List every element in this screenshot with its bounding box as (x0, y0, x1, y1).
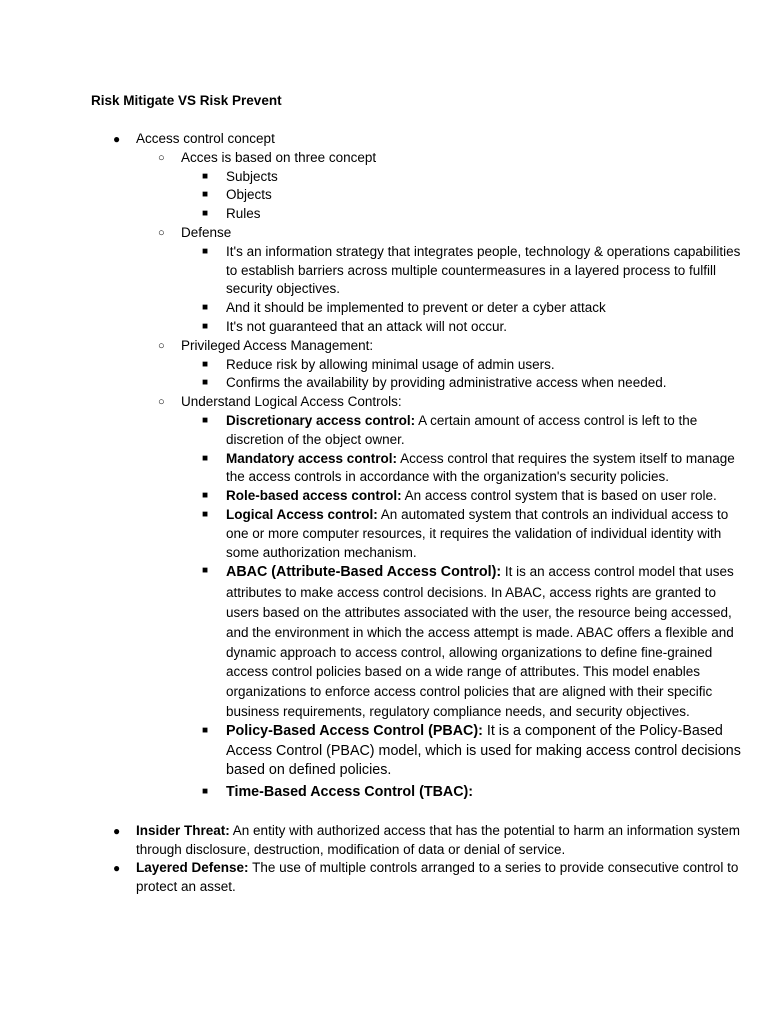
bullet-circle-icon: ○ (158, 226, 165, 239)
bullet-disc-icon: ● (113, 132, 121, 146)
list-item-insider-threat (113, 822, 741, 860)
list-item-label: Access control concept (136, 131, 275, 146)
definition-text: An entity with authorized access that has the potential to harm an information system through disclosure, destruction, modification of data or denial of service. (136, 822, 741, 857)
list-item-label: And it should be implemented to prevent or deter a cyber attack (226, 300, 606, 316)
list-item-objects (202, 186, 741, 205)
list-item-label: Subjects (226, 168, 278, 184)
term-label: Mandatory access control: (226, 450, 398, 466)
list-item-label: Objects (226, 187, 272, 203)
term-label: Role-based access control: (226, 488, 402, 504)
bullet-square-icon: ■ (202, 565, 209, 577)
bullet-square-icon: ■ (202, 320, 209, 332)
list-item-pbac (202, 722, 741, 781)
list-item-label: Confirms the availability by providing administrative access when needed. (226, 375, 667, 391)
list-item-defense (158, 224, 741, 243)
term-label: Logical Access control: (226, 506, 378, 522)
definition-text: An automated system that controls an individual access to one or more computer resources, it requires the validation of individual identity with some authorization mechanism. (226, 506, 729, 560)
list-item-defense-not-guaranteed (202, 318, 741, 337)
bullet-disc-icon: ● (113, 823, 121, 838)
term-label: Layered Defense: (136, 860, 249, 876)
list-item-logical-access (202, 506, 741, 562)
definition-text: It is an access control model that uses attributes to make access control decisions. In ABAC, access rights are granted to users based on the attributes associated with the user, the resource being accessed, and the environment in which the access attempt is made. ABAC offers a flexible and dynamic approach to access control, allowing organizations to define fine-grained access control policies based on a wide range of attributes. This model enables organizations to enforce access control policies that are aligned with their specific business requirements, regulatory compliance needs, and security objectives. (226, 564, 734, 719)
definition-text: It is a component of the Policy-Based Access Control (PBAC) model, which is used for making access control decisions based on defined policies. (226, 722, 741, 779)
bullet-square-icon: ■ (202, 414, 209, 426)
bullet-circle-icon: ○ (158, 396, 165, 409)
bullet-square-icon: ■ (202, 358, 209, 370)
list-item-label: Defense (181, 224, 232, 240)
bullet-square-icon: ■ (202, 245, 209, 257)
list-item-access-control-concept (113, 130, 741, 149)
document-title: Risk Mitigate VS Risk Prevent (91, 93, 282, 108)
list-item-dac (202, 412, 741, 450)
list-item-layered-defense (113, 859, 741, 897)
definition-text: Access control that requires the system itself to manage the access controls in accordance with the organization's security policies. (226, 450, 735, 485)
term-label: Insider Threat: (136, 822, 230, 838)
list-item-label: It's not guaranteed that an attack will not occur. (226, 318, 507, 334)
list-item-tbac (202, 783, 741, 803)
bullet-square-icon: ■ (202, 189, 209, 201)
list-item-defense-strategy (202, 243, 741, 299)
term-label: Discretionary access control: (226, 412, 416, 428)
bullet-circle-icon: ○ (158, 339, 165, 352)
list-item-logical-access-controls (158, 393, 741, 412)
list-item-pam (158, 337, 741, 356)
list-item-defense-prevent (202, 299, 741, 318)
bullet-square-icon: ■ (202, 490, 209, 502)
list-item-rbac (202, 487, 741, 506)
list-item-label: Acces is based on three concept (181, 149, 377, 165)
list-item-subjects (202, 168, 741, 187)
term-label: ABAC (Attribute-Based Access Control): (226, 564, 502, 581)
definition-text: An access control system that is based on user role. (401, 488, 717, 504)
bullet-square-icon: ■ (202, 208, 209, 220)
definition-text: A certain amount of access control is left to the discretion of the object owner. (226, 412, 698, 447)
list-item-label: It's an information strategy that integrates people, technology & operations capabilities to establish barriers across multiple countermeasures in a layered process to fulfill security objectives. (226, 243, 741, 297)
list-item-label: Understand Logical Access Controls: (181, 394, 402, 410)
list-item-mac (202, 450, 741, 488)
bullet-square-icon: ■ (202, 377, 209, 389)
list-item-label: Privileged Access Management: (181, 337, 374, 353)
bullet-square-icon: ■ (202, 452, 209, 464)
list-item-access-basis (158, 149, 741, 168)
bullet-square-icon: ■ (202, 724, 209, 736)
bullet-circle-icon: ○ (158, 151, 165, 164)
definition-text: The use of multiple controls arranged to a series to provide consecutive control to protect an asset. (136, 860, 739, 895)
list-item-pam-reduce-risk (202, 356, 741, 375)
list-item-rules (202, 205, 741, 224)
list-item-label: Reduce risk by allowing minimal usage of admin users. (226, 356, 555, 372)
bullet-square-icon: ■ (202, 786, 209, 798)
bullet-square-icon: ■ (202, 170, 209, 182)
list-item-abac (202, 562, 741, 721)
bullet-square-icon: ■ (202, 302, 209, 314)
term-label: Time-Based Access Control (TBAC): (226, 784, 474, 801)
list-item-label: Rules (226, 206, 261, 222)
term-label: Policy-Based Access Control (PBAC): (226, 722, 483, 739)
bullet-square-icon: ■ (202, 508, 209, 520)
document-body (0, 130, 768, 897)
list-item-pam-availability (202, 374, 741, 393)
bullet-disc-icon: ● (113, 861, 121, 876)
